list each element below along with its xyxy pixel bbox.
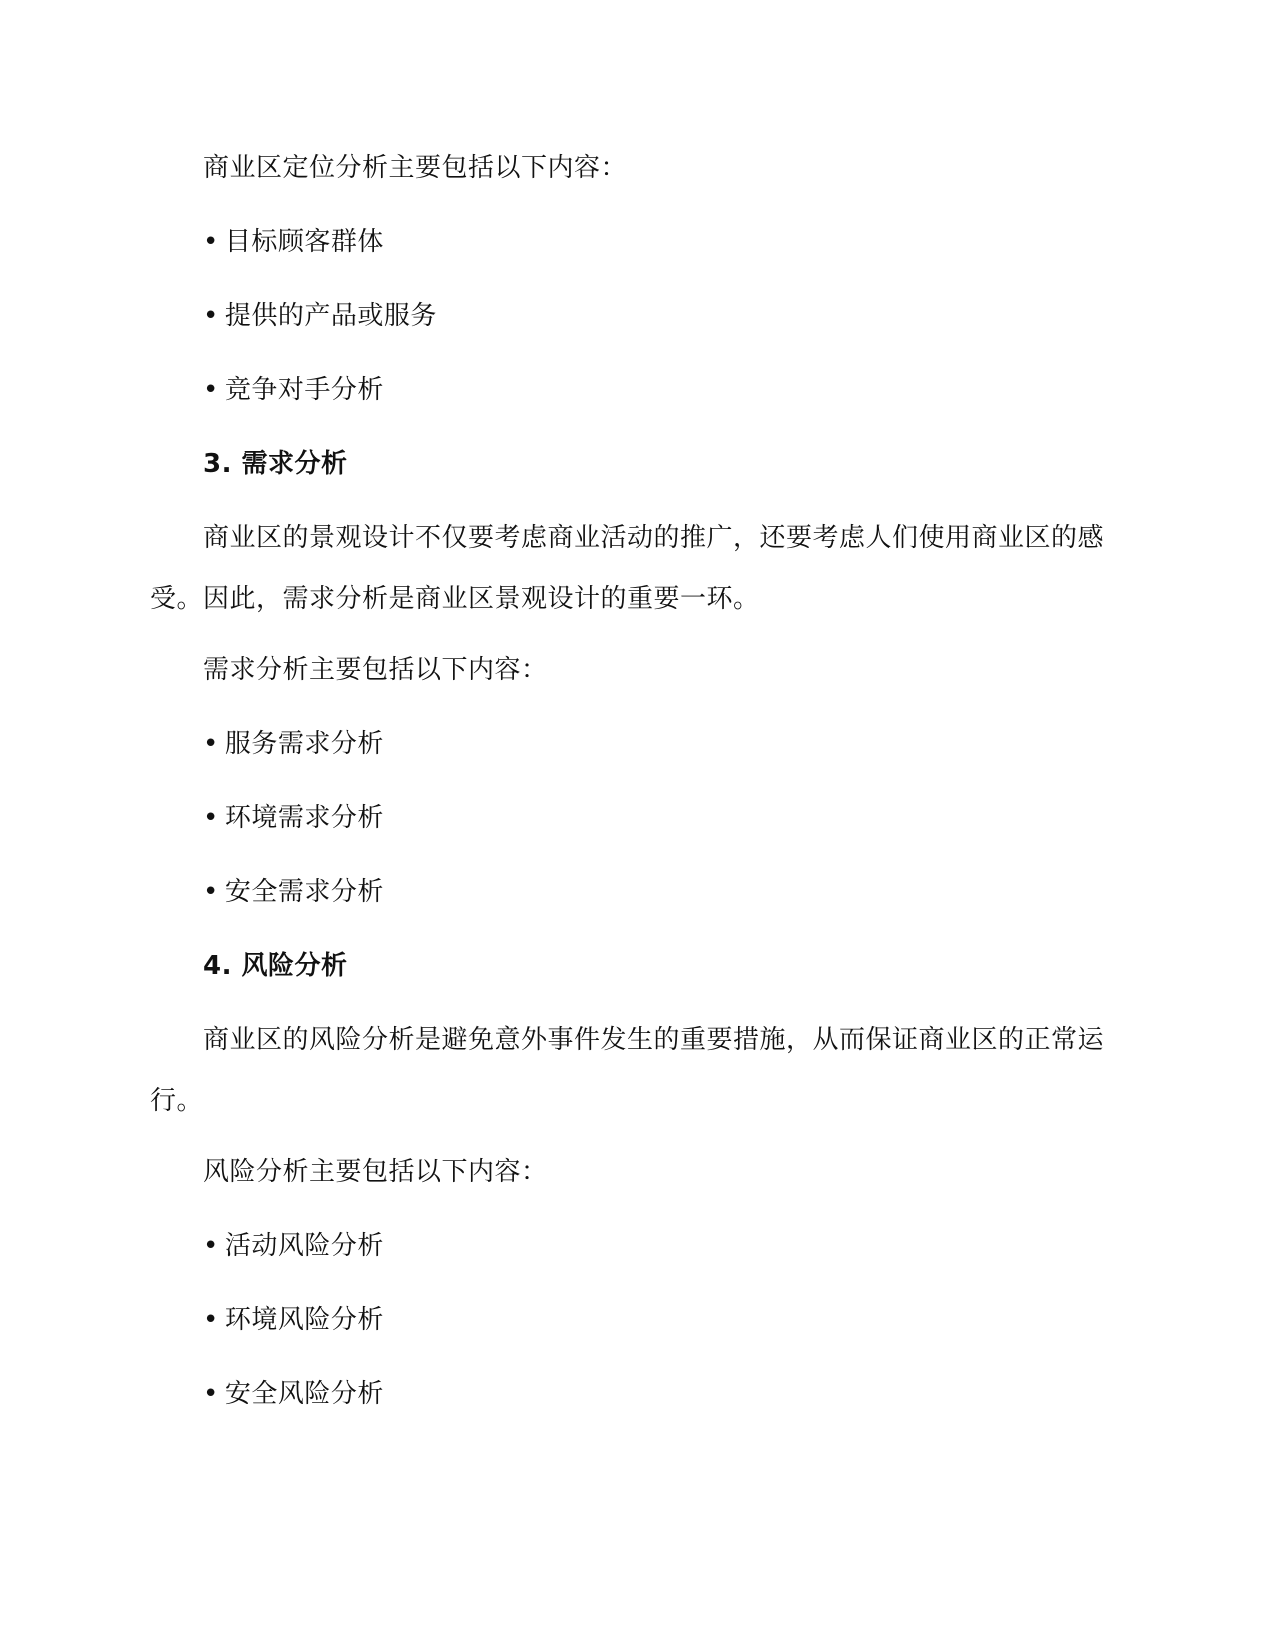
bullet-icon: • xyxy=(203,1305,219,1335)
list-item-text: 服务需求分析 xyxy=(224,729,384,759)
section-heading-risk: 4. 风险分析 xyxy=(203,951,348,981)
demand-paragraph: 商业区的景观设计不仅要考虑商业活动的推广，还要考虑人们使用商业区的感受。因此，需求分析是商业区景观设计的重要一环。 xyxy=(150,523,1105,614)
list-item-text: 安全风险分析 xyxy=(224,1379,384,1409)
list-item xyxy=(203,227,384,257)
list-item xyxy=(203,301,437,331)
bullet-icon: • xyxy=(203,301,219,331)
bullet-icon: • xyxy=(203,803,219,833)
bullet-icon: • xyxy=(203,729,219,759)
bullet-icon: • xyxy=(203,1231,219,1261)
bullet-icon: • xyxy=(203,877,219,907)
list-item xyxy=(203,877,384,907)
list-item-text: 安全需求分析 xyxy=(224,877,384,907)
list-item xyxy=(203,375,384,405)
bullet-icon: • xyxy=(203,227,219,257)
bullet-icon: • xyxy=(203,1379,219,1409)
list-item xyxy=(203,803,384,833)
bullet-icon: • xyxy=(203,375,219,405)
list-item xyxy=(203,1305,384,1335)
risk-paragraph: 商业区的风险分析是避免意外事件发生的重要措施，从而保证商业区的正常运行。 xyxy=(150,1025,1105,1116)
list-item xyxy=(203,1231,384,1261)
list-item-text: 提供的产品或服务 xyxy=(224,301,437,331)
list-item xyxy=(203,729,384,759)
list-item-text: 环境需求分析 xyxy=(224,803,384,833)
risk-intro: 风险分析主要包括以下内容： xyxy=(203,1157,548,1187)
list-item xyxy=(203,1379,384,1409)
list-item-text: 活动风险分析 xyxy=(224,1231,384,1261)
list-item-text: 环境风险分析 xyxy=(224,1305,384,1335)
list-item-text: 目标顾客群体 xyxy=(224,227,384,257)
positioning-intro: 商业区定位分析主要包括以下内容： xyxy=(203,153,628,183)
section-heading-demand: 3. 需求分析 xyxy=(203,449,348,479)
demand-intro: 需求分析主要包括以下内容： xyxy=(203,655,548,685)
list-item-text: 竞争对手分析 xyxy=(224,375,384,405)
